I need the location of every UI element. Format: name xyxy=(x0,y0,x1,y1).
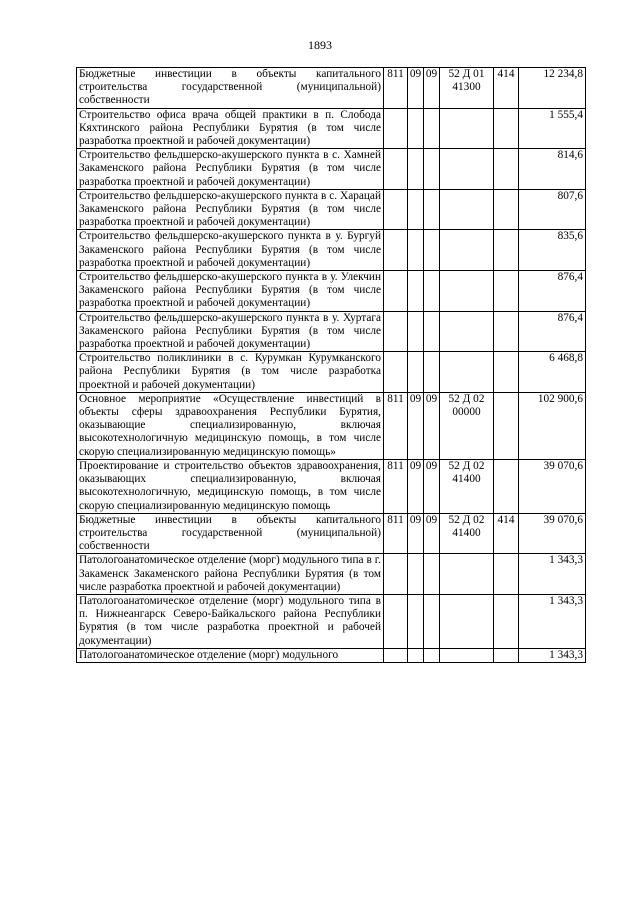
row-description: Основное мероприятие «Осуществление инвестиций в объекты сферы здравоохранения Республики Бурятия, оказывающие специализированную, включая высокотехнологичную медицинскую помощь, в том числе скорую специализированную медицинскую помощь» xyxy=(77,392,384,459)
row-target-article-code xyxy=(440,648,494,662)
row-description: Строительство фельдшерско-акушерского пункта в с. Харацай Закаменского района Республики Бурятия (в том числе разработка проектной и рабочей документации) xyxy=(77,189,384,230)
row-subsection-code: 09 xyxy=(424,392,440,459)
row-expense-type-code xyxy=(494,189,519,230)
row-expense-type-code xyxy=(494,594,519,648)
row-target-article-code xyxy=(440,271,494,312)
row-amount: 807,6 xyxy=(519,189,586,230)
row-subsection-code xyxy=(424,554,440,595)
row-section-code xyxy=(408,189,424,230)
table-row xyxy=(77,513,586,554)
row-amount: 102 900,6 xyxy=(519,392,586,459)
row-section-code xyxy=(408,311,424,352)
row-expense-type-code: 414 xyxy=(494,68,519,109)
row-amount: 6 468,8 xyxy=(519,352,586,393)
row-amount: 39 070,6 xyxy=(519,459,586,513)
row-description: Строительство фельдшерско-акушерского пункта в у. Улекчин Закаменского района Республики Бурятия (в том числе разработка проектной и рабочей документации) xyxy=(77,271,384,312)
row-expense-type-code xyxy=(494,554,519,595)
row-subsection-code xyxy=(424,352,440,393)
row-target-article-code xyxy=(440,230,494,271)
row-amount: 39 070,6 xyxy=(519,513,586,554)
row-section-code xyxy=(408,108,424,149)
row-amount: 1 343,3 xyxy=(519,648,586,662)
row-ministry-code xyxy=(384,352,408,393)
row-expense-type-code xyxy=(494,392,519,459)
row-description: Патологоанатомическое отделение (морг) модульного типа в п. Нижнеангарск Северо-Байкальского района Республики Бурятия (в том числе разработка проектной и рабочей документации) xyxy=(77,594,384,648)
row-ministry-code xyxy=(384,108,408,149)
row-amount: 12 234,8 xyxy=(519,68,586,109)
row-description: Строительство поликлиники в с. Курумкан Курумканского района Республики Бурятия (в том числе разработка проектной и рабочей документации) xyxy=(77,352,384,393)
row-ministry-code xyxy=(384,594,408,648)
row-subsection-code: 09 xyxy=(424,459,440,513)
row-section-code: 09 xyxy=(408,68,424,109)
row-expense-type-code xyxy=(494,108,519,149)
row-section-code xyxy=(408,594,424,648)
row-target-article-code: 52 Д 01 41300 xyxy=(440,68,494,109)
row-target-article-code: 52 Д 02 00000 xyxy=(440,392,494,459)
row-section-code xyxy=(408,554,424,595)
row-description: Строительство фельдшерско-акушерского пункта в у. Бургуй Закаменского района Республики Бурятия (в том числе разработка проектной и рабочей документации) xyxy=(77,230,384,271)
row-ministry-code: 811 xyxy=(384,68,408,109)
row-subsection-code xyxy=(424,311,440,352)
row-expense-type-code xyxy=(494,149,519,190)
table-row xyxy=(77,68,586,109)
table-row xyxy=(77,149,586,190)
row-subsection-code: 09 xyxy=(424,513,440,554)
table-row xyxy=(77,648,586,662)
row-section-code: 09 xyxy=(408,392,424,459)
row-ministry-code: 811 xyxy=(384,513,408,554)
table-row xyxy=(77,271,586,312)
row-section-code: 09 xyxy=(408,459,424,513)
row-subsection-code xyxy=(424,149,440,190)
row-expense-type-code: 414 xyxy=(494,513,519,554)
row-target-article-code xyxy=(440,108,494,149)
row-description: Бюджетные инвестиции в объекты капитального строительства государственной (муниципальной) собственности xyxy=(77,513,384,554)
row-target-article-code xyxy=(440,352,494,393)
row-description: Строительство фельдшерско-акушерского пункта в у. Хуртага Закаменского района Республики Бурятия (в том числе разработка проектной и рабочей документации) xyxy=(77,311,384,352)
row-subsection-code xyxy=(424,230,440,271)
row-subsection-code: 09 xyxy=(424,68,440,109)
row-section-code xyxy=(408,648,424,662)
row-target-article-code xyxy=(440,149,494,190)
table-row xyxy=(77,108,586,149)
table-row xyxy=(77,594,586,648)
row-expense-type-code xyxy=(494,230,519,271)
row-amount: 1 343,3 xyxy=(519,594,586,648)
row-amount: 1 555,4 xyxy=(519,108,586,149)
row-description: Патологоанатомическое отделение (морг) модульного xyxy=(77,648,384,662)
row-amount: 876,4 xyxy=(519,271,586,312)
row-expense-type-code xyxy=(494,311,519,352)
table-row xyxy=(77,311,586,352)
row-description: Строительство фельдшерско-акушерского пункта в с. Хамней Закаменского района Республики Бурятия (в том числе разработка проектной и рабочей документации) xyxy=(77,149,384,190)
row-expense-type-code xyxy=(494,352,519,393)
row-section-code: 09 xyxy=(408,513,424,554)
row-subsection-code xyxy=(424,271,440,312)
row-section-code xyxy=(408,352,424,393)
row-expense-type-code xyxy=(494,459,519,513)
row-section-code xyxy=(408,230,424,271)
row-target-article-code xyxy=(440,554,494,595)
row-expense-type-code xyxy=(494,271,519,312)
row-target-article-code: 52 Д 02 41400 xyxy=(440,459,494,513)
row-ministry-code xyxy=(384,189,408,230)
row-amount: 1 343,3 xyxy=(519,554,586,595)
row-ministry-code xyxy=(384,230,408,271)
row-amount: 835,6 xyxy=(519,230,586,271)
row-ministry-code xyxy=(384,648,408,662)
row-subsection-code xyxy=(424,648,440,662)
row-subsection-code xyxy=(424,594,440,648)
row-ministry-code xyxy=(384,554,408,595)
table-row xyxy=(77,554,586,595)
row-section-code xyxy=(408,271,424,312)
row-ministry-code xyxy=(384,271,408,312)
row-ministry-code xyxy=(384,311,408,352)
row-target-article-code xyxy=(440,311,494,352)
row-subsection-code xyxy=(424,189,440,230)
row-section-code xyxy=(408,149,424,190)
row-target-article-code xyxy=(440,594,494,648)
row-amount: 814,6 xyxy=(519,149,586,190)
row-ministry-code: 811 xyxy=(384,459,408,513)
table-row xyxy=(77,189,586,230)
table-row xyxy=(77,459,586,513)
row-amount: 876,4 xyxy=(519,311,586,352)
row-subsection-code xyxy=(424,108,440,149)
table-row xyxy=(77,230,586,271)
row-expense-type-code xyxy=(494,648,519,662)
row-ministry-code xyxy=(384,149,408,190)
row-target-article-code xyxy=(440,189,494,230)
table-body xyxy=(77,68,586,663)
row-description: Патологоанатомическое отделение (морг) модульного типа в г. Закаменск Закаменского района Республики Бурятия (в том числе разработка проектной и рабочей документации) xyxy=(77,554,384,595)
row-description: Бюджетные инвестиции в объекты капитального строительства государственной (муниципальной) собственности xyxy=(77,68,384,109)
row-description: Проектирование и строительство объектов здравоохранения, оказывающих специализированную, включая высокотехнологичную, медицинскую помощь, в том числе скорую специализированную медицинскую помощь xyxy=(77,459,384,513)
table-row xyxy=(77,392,586,459)
row-description: Строительство офиса врача общей практики в п. Слобода Кяхтинского района Республики Бурятия (в том числе разработка проектной и рабочей документации) xyxy=(77,108,384,149)
page-number: 1893 xyxy=(308,38,332,52)
table-row xyxy=(77,352,586,393)
row-ministry-code: 811 xyxy=(384,392,408,459)
row-target-article-code: 52 Д 02 41400 xyxy=(440,513,494,554)
budget-table xyxy=(76,67,586,663)
